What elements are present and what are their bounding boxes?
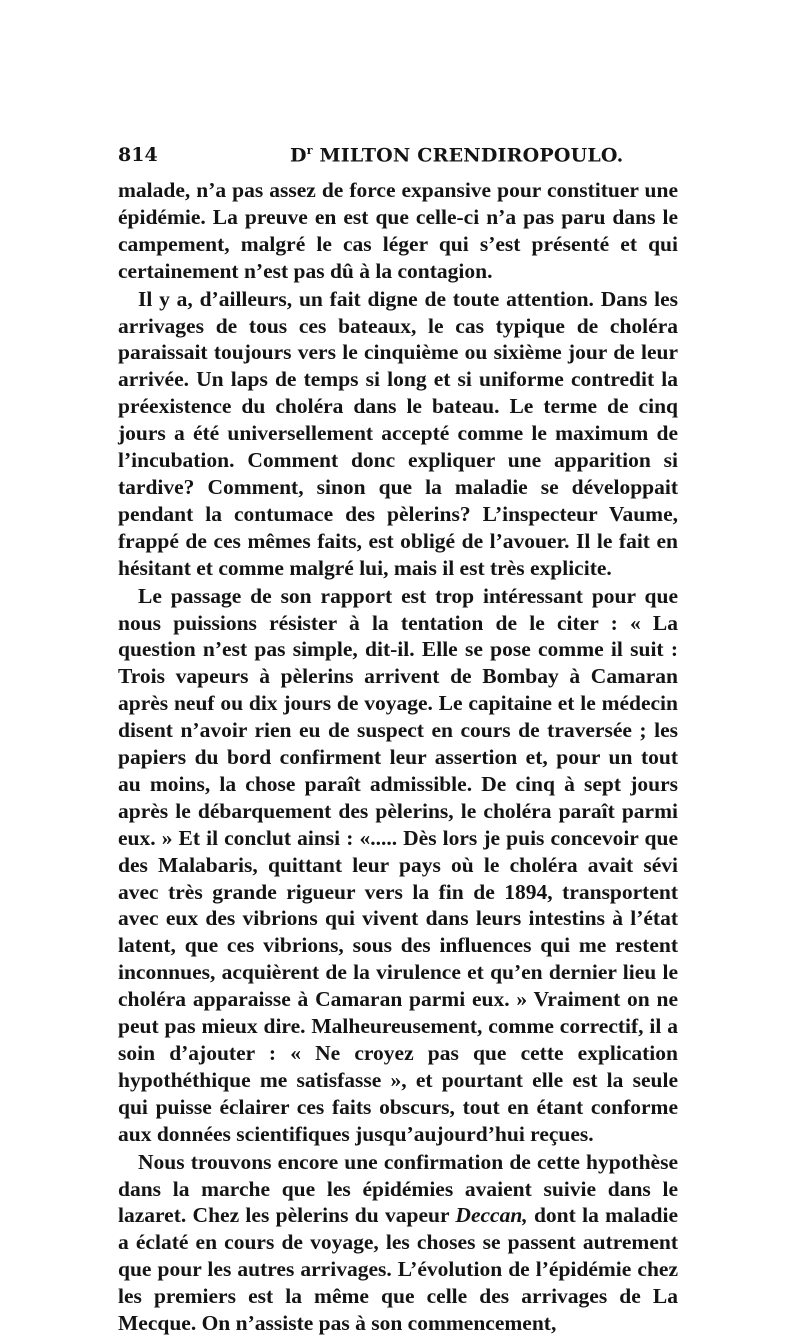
running-title [290,144,623,166]
text-run: dont la maladie a éclaté en cours de voyage, les choses se passent autrement que pour les autres arrivages. L’évolution de l’épidémie chez les premiers est la même que celle des arrivages de La Mecque. On n’assiste pas à son commencement, [118,1203,678,1336]
paragraph: malade, n’a pas assez de force expansive pour constituer une épidémie. La preuve en est que celle-ci n’a pas paru dans le campement, malgré le cas léger qui s’est présenté et qui certainement n’est pas dû à la contagion. [118,178,678,283]
running-header [118,144,678,174]
paragraph [118,1149,678,1337]
ship-name: Deccan, [455,1203,528,1228]
text-run: Nous trouvons encore une confirmation de cette hypothèse dans la marche que les épidémies avaient suivie dans le lazaret. Chez les pèlerins du vapeur [118,1149,678,1228]
paragraph: Le passage de son rapport est trop intéressant pour que nous puissions résister à la tentation de le citer : « La question n’est pas simple, dit-il. Elle se pose comme il suit : Trois vapeurs à pèlerins arrivent de Bombay à Camaran après neuf ou dix jours de voyage. Le capitaine et le médecin disent n’avoir rien eu de suspect en cours de traversée ; les papiers du bord confirment leur assertion et, pour un tout au moins, la chose paraît admissible. De cinq à sept jours après le débarquement des pèlerins, le choléra paraît parmi eux. » Et il conclut ainsi : «..... Dès lors je puis concevoir que des Malabaris, quittant leur pays où le choléra avait sévi avec très grande rigueur vers la fin de 1894, transportent avec eux des vibrions qui vivent dans leurs intestins à l’état latent, que ces vibrions, sous des influences qui me restent inconnues, acquièrent de la virulence et qu’en dernier lieu le choléra apparaisse à Camaran parmi eux. » Vraiment on ne peut pas mieux dire. Malheureusement, comme correctif, il a soin d’ajouter : « Ne croyez pas que cette explication hypothéthique me satisfasse », et pourtant elle est la seule qui puisse éclairer ces faits obscurs, tout en étant conforme aux données scientifiques jusqu’aujourd’hui reçues. [118,583,678,1146]
page-number: 814 [118,144,158,166]
title-rest: MILTON CRENDIROPOULO. [312,144,624,167]
paragraph: Il y a, d’ailleurs, un fait digne de toute attention. Dans les arrivages de tous ces bateaux, le cas typique de choléra paraissait toujours vers le cinquième ou sixième jour de leur arrivée. Un laps de temps si long et si uniforme contredit la préexistence du choléra dans le bateau. Le terme de cinq jours a été universellement accepté comme le maximum de l’incubation. Comment donc expliquer une apparition si tardive? Comment, sinon que la maladie se développait pendant la contumace des pèlerins? L’inspecteur Vaume, frappé de ces mêmes faits, est obligé de l’avouer. Il le fait en hésitant et comme malgré lui, mais il est très explicite. [118,286,678,580]
title-prefix: D [290,144,307,167]
body-text [118,177,678,1337]
title-superscript: r [306,144,313,157]
